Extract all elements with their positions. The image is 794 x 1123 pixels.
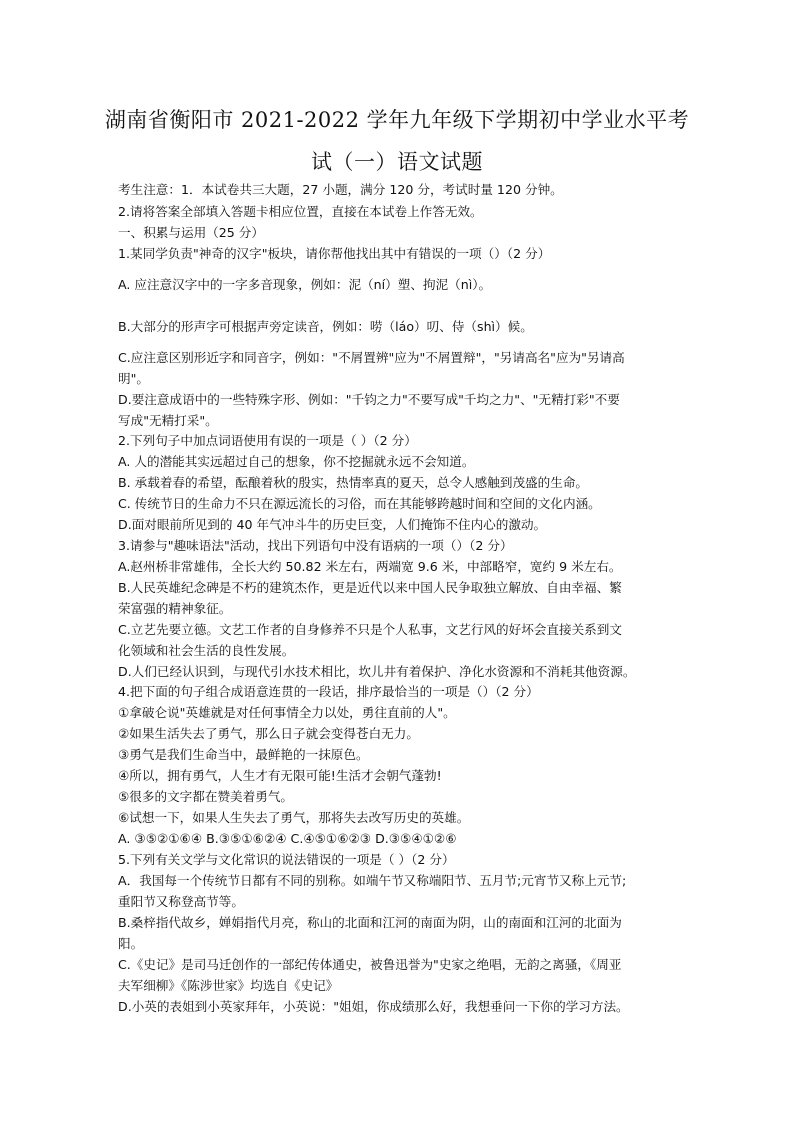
question-3-option-a: A.赵州桥非常雄伟，全长大约 50.82 米左右，两端宽 9.6 米，中部略窄，宽约 9 米左右。 <box>118 559 622 574</box>
question-4-sentence-3: ③勇气是我们生命当中，最鲜艳的一抹原色。 <box>118 747 369 762</box>
question-4-stem: 4.把下面的句子组合成语意连贯的一段话，排序最恰当的一项是（）（2 分） <box>118 684 539 699</box>
question-2-option-b: B. 承载着春的希望，酝酿着秋的殷实，热情率真的夏天，总令人感触到茂盛的生命。 <box>118 475 589 490</box>
question-5-stem: 5.下列有关文学与文化常识的说法错误的一项是（ ）（2 分） <box>118 852 455 867</box>
question-1-option-d-cont: 写成"无精打采"。 <box>118 413 218 428</box>
question-1-option-c-cont: 明"。 <box>118 371 149 386</box>
question-5-option-c-cont: 夫军细柳》《陈涉世家》均选自《史记》 <box>118 978 339 993</box>
question-2-option-a: A. 人的潜能其实远超过自己的想象，你不挖掘就永远不会知道。 <box>118 454 475 469</box>
question-3-option-c-cont: 化领域和社会生活的良性发展。 <box>118 643 295 658</box>
question-5-option-a: A．我国每一个传统节日都有不同的别称。如端午节又称端阳节、五月节;元宵节又称上元节; <box>118 873 627 888</box>
page-title-line1: 湖南省衡阳市 2021-2022 学年九年级下学期初中学业水平考 <box>104 108 690 132</box>
question-1-option-a: A. 应注意汉字中的一字多音现象，例如：泥（ní）塑、拘泥（nì）。 <box>118 277 492 292</box>
question-3-option-b: B.人民英雄纪念碑是不朽的建筑杰作，更是近代以来中国人民争取独立解放、自由幸福、繁 <box>118 580 622 595</box>
question-5-option-a-cont: 重阳节又称登高节等。 <box>118 894 244 909</box>
question-5-option-b-cont: 阳。 <box>118 936 144 951</box>
question-4-options: A. ③⑤②①⑥④ B.③⑤①⑥②④ C.④⑤①⑥②③ D.③⑤④①②⑥ <box>118 831 457 846</box>
question-4-sentence-1: ①拿破仑说"英雄就是对任何事情全力以处，勇往直前的人"。 <box>118 705 456 720</box>
question-1-option-b: B.大部分的形声字可根据声旁定读音，例如：唠（láo）叨、侍（shì）候。 <box>118 319 533 334</box>
question-1-option-c: C.应注意区别形近字和同音字，例如："不屑置辨"应为"不屑置辩"，"另请高名"应为"另请高 <box>118 350 625 365</box>
question-3-stem: 3.请参与"趣味语法"活动，找出下列语句中没有语病的一项（）（2 分） <box>118 538 513 553</box>
question-4-sentence-6: ⑥试想一下，如果人生失去了勇气，那将失去改写历史的英雄。 <box>118 810 470 825</box>
section-heading: 一、积累与运用（25 分） <box>118 225 264 240</box>
question-3-option-d: D.人们已经认识到，与现代引水技术相比，坎儿井有着保护、净化水资源和不消耗其他资源。 <box>118 664 636 679</box>
question-5-option-d: D.小英的表姐到小英家拜年，小英说："姐姐，你成绩那么好，我想垂问一下你的学习方法。 <box>118 999 629 1014</box>
question-4-sentence-4: ④所以，拥有勇气，人生才有无限可能!生活才会朝气蓬勃! <box>118 768 442 783</box>
page-title-line2: 试（一）语文试题 <box>311 150 483 174</box>
question-4-sentence-2: ②如果生活失去了勇气，那么日子就会变得苍白无力。 <box>118 726 419 741</box>
question-2-option-d: D.面对眼前所见到的 40 年气冲斗牛的历史巨变，人们掩饰不住内心的激动。 <box>118 517 547 532</box>
question-5-option-b: B.桑梓指代故乡，婵娟指代月亮，称山的北面和江河的南面为阴，山的南面和江河的北面为 <box>118 915 622 930</box>
question-2-option-c: C. 传统节日的生命力不只在源远流长的习俗，而在其能够跨越时间和空间的文化内涵。 <box>118 496 601 511</box>
question-1-option-d: D.要注意成语中的一些特殊字形、例如："千钧之力"不要写成"千均之力"、"无精打彩"不要 <box>118 392 620 407</box>
question-4-sentence-5: ⑤很多的文字都在赞美着勇气。 <box>118 789 294 804</box>
question-3-option-b-cont: 荣富强的精神象征。 <box>118 601 232 616</box>
exam-notice-2: 2.请将答案全部填入答题卡相应位置，直接在本试卷上作答无效。 <box>118 204 483 219</box>
question-5-option-c: C.《史记》是司马迁创作的一部纪传体通史，被鲁迅誉为"史家之绝唱，无韵之离骚，《周亚 <box>118 957 622 972</box>
exam-notice-1: 考生注意：1．本试卷共三大题，27 小题，满分 120 分，考试时量 120 分钟。 <box>118 182 563 197</box>
question-1-stem: 1.某同学负责"神奇的汉字"板块，请你帮他找出其中有错误的一项（）（2 分） <box>118 246 551 261</box>
question-2-stem: 2.下列句子中加点词语使用有误的一项是（ ）（2 分） <box>118 433 417 448</box>
question-3-option-c: C.立艺先要立德。文艺工作者的自身修养不只是个人私事，文艺行风的好坏会直接关系到文 <box>118 622 622 637</box>
